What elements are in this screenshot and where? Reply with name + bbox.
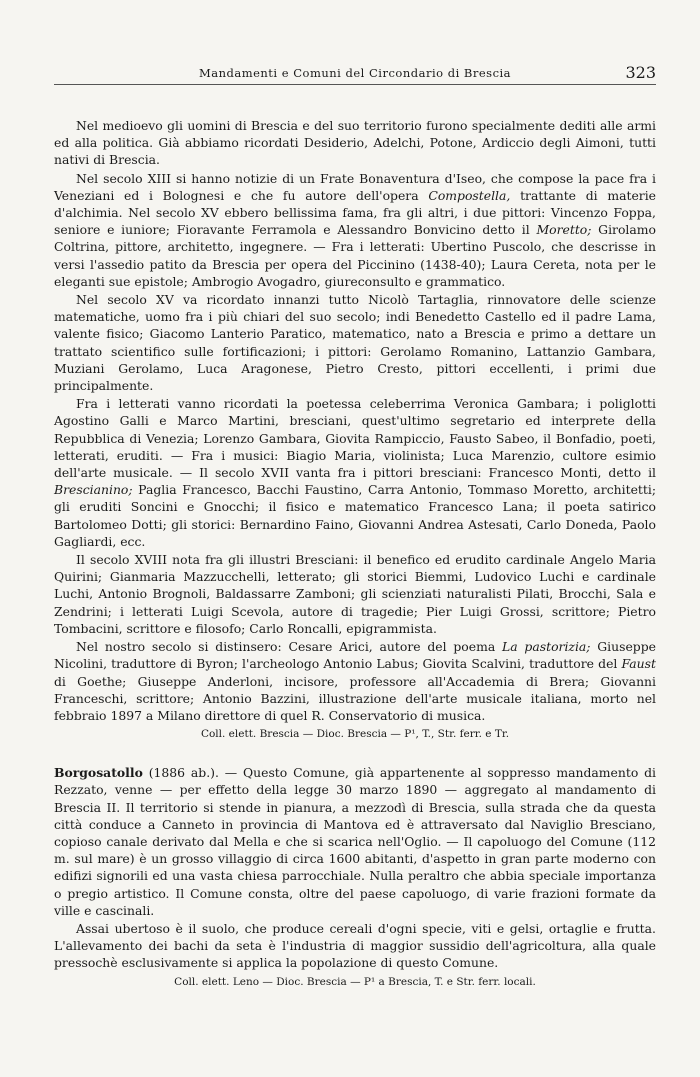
running-header [54, 60, 656, 85]
brescia-note: Coll. elett. Brescia — Dioc. Brescia — P¹, T., Str. ferr. e Tr. [200, 728, 510, 741]
entry-title: Borgosatollo [54, 765, 143, 781]
text-body [54, 117, 656, 990]
entry-borgosatollo [54, 764, 656, 989]
italic-title: La pastorizia; [502, 639, 591, 655]
italic-title: Faust [621, 656, 656, 672]
running-title: Mandamenti e Comuni del Circondario di Brescia [198, 66, 512, 80]
paragraph-secolo-xviii: Il secolo XVIII nota fra gli illustri Bresciani: il benefico ed erudito cardinale Angelo Maria Quirini; Gianmaria Mazzucchelli, letterato; gli storici Biemmi, Ludovico Luchi e cardinale Luchi, Antonio Brognoli, Baldassarre Zamboni; gli scienziati naturalisti Pilati, Brocchi, Sala e Zendrini; i letterati Luigi Scevola, autore di tragedie; Pier Luigi Grossi, scrittore; Pietro Tombacini, scrittore e filosofo; Carlo Roncalli, epigrammista. [54, 552, 656, 636]
paragraph-secolo-xiii: Nel secolo XIII si hanno notizie di un Frate Bonaventura d'Iseo, che compose la pace fra i Veneziani ed i Bolognesi e che fu autore dell'opera Compostella, trattante di materie d'alchimia. Nel secolo XV ebbero bellissima fama, fra gli altri, i due pittori: Vincenzo Foppa, seniore e iuniore; Fioravante Ferramola e Alessandro Bonvicino detto il Moretto; Girolamo Coltrina, pittore, architetto, ingegnere. — Fra i letterati: Ubertino Puscolo, che descrisse in versi l'assedio patito da Brescia per opera del Piccinino (1438-40); Laura Cereta, nota per le eleganti sue epistole; Ambrogio Avogadro, giureconsulto e grammatico. [54, 170, 656, 289]
paragraph-borgosatollo-agricoltura: Assai ubertoso è il suolo, che produce cereali d'ogni specie, viti e gelsi, ortaglie e frutta. L'allevamento dei bachi da seta è l'industria di maggior sussidio dell'agricoltura, alla quale pressochè esclusivamente si applica la popolazione di questo Comune. [54, 920, 656, 971]
paragraph-medioevo: Nel medioevo gli uomini di Brescia e del suo territorio furono specialmente dediti alle armi ed alla politica. Già abbiamo ricordati Desiderio, Adelchi, Potone, Ardiccio degli Aimoni, tutti nativi di Brescia. [54, 118, 656, 168]
italic-nickname: Brescianino; [54, 482, 133, 498]
italic-title: Compostella, [428, 187, 511, 203]
italic-nickname: Moretto; [536, 222, 592, 238]
borgosatollo-note: Coll. elett. Leno — Dioc. Brescia — P¹ a Brescia, T. e Str. ferr. locali. [174, 975, 536, 988]
paragraph-secolo-xv: Nel secolo XV va ricordato innanzi tutto Nicolò Tartaglia, rinnovatore delle scienze matematiche, uomo fra i più chiari del suo secolo; indi Benedetto Castello ed il padre Lama, valente fisico; Giacomo Lanterio Paratico, matematico, nato a Brescia e primo a dettare un trattato scientifico sulle fortificazioni; i pittori: Gerolamo Romanino, Lattanzio Gambara, Muziani Gerolamo, Luca Aragonese, Pietro Cresto, pittori eccellenti, i primi due principalmente. [54, 292, 656, 394]
page-number: 323 [625, 63, 656, 82]
page [54, 60, 656, 990]
paragraph-nostro-secolo: Nel nostro secolo si distinsero: Cesare Arici, autore del poema La pastorizia; Giuseppe Nicolini, traduttore di Byron; l'archeologo Antonio Labus; Giovita Scalvini, traduttore del Faust di Goethe; Giuseppe Anderloni, incisore, professore all'Accademia di Brera; Giovanni Franceschi, scrittore; Antonio Bazzini, illustrazione dell'arte musicale italiana, morto nel febbraio 1897 a Milano direttore di quel R. Conservatorio di musica. [54, 639, 656, 723]
paragraph-letterati: Fra i letterati vanno ricordati la poetessa celeberrima Veronica Gambara; i poliglotti Agostino Galli e Marco Martini, bresciani, quest'ultimo segretario ed interprete della Repubblica di Venezia; Lorenzo Gambara, Giovita Rampiccio, Fausto Sabeo, il Bonfadio, poeti, letterati, eruditi. — Fra i musici: Biagio Maria, violinista; Luca Marenzio, cultore esimio dell'arte musicale. — Il secolo XVII vanta fra i pittori bresciani: Francesco Monti, detto il Brescianino; Paglia Francesco, Bacchi Faustino, Carra Antonio, Tommaso Moretto, architetti; gli eruditi Soncini e Gnocchi; il fisico e matematico Francesco Lana; il poeta satirico Bartolomeo Dotti; gli storici: Bernardino Faino, Giovanni Andrea Astesati, Carlo Doneda, Paolo Gagliardi, ecc. [54, 396, 656, 549]
paragraph-borgosatollo-intro: Borgosatollo (1886 ab.). — Questo Comune, già appartenente al soppresso mandamento di Rezzato, venne — per effetto della legge 30 marzo 1890 — aggregato al mandamento di Brescia II. Il territorio si stende in pianura, a mezzodì di Brescia, sulla strada che da questa città conduce a Canneto in provincia di Mantova ed è attraversato dal Naviglio Bresciano, copioso canale derivato dal Mella e che si scarica nell'Oglio. — Il capoluogo del Comune (112 m. sul mare) è un grosso villaggio di circa 1600 abitanti, d'aspetto in gran parte moderno con edifizi signorili ed una vasta chiesa parrocchiale. Nulla peraltro che abbia speciale importanza o pregio artistico. Il Comune consta, oltre del paese capoluogo, di varie frazioni formate da ville e cascinali. [54, 765, 656, 918]
